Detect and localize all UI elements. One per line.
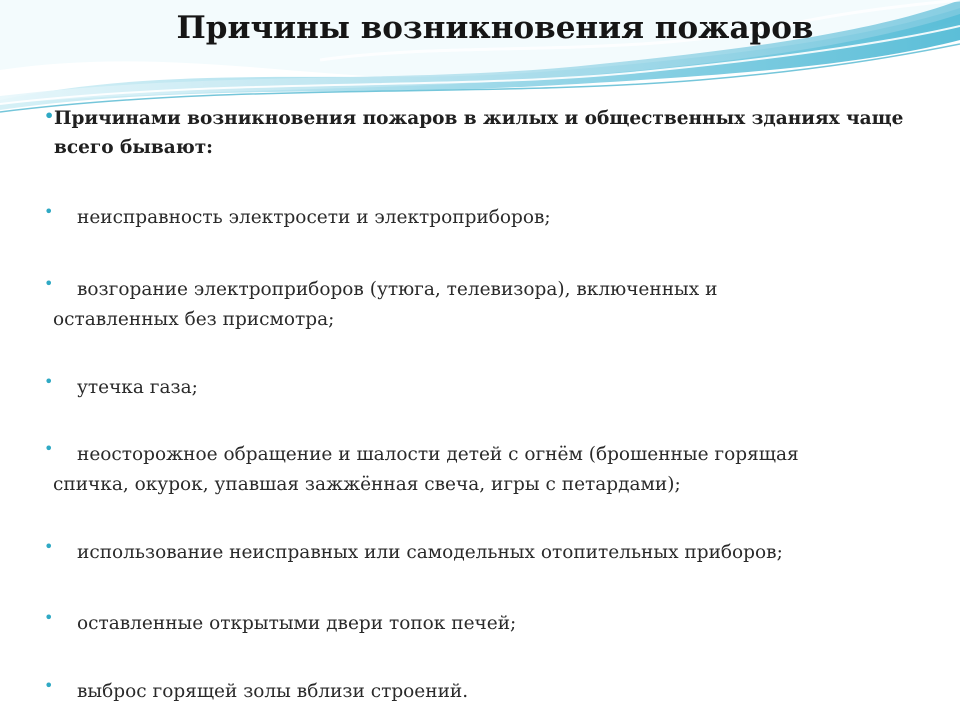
list-item (44, 677, 468, 707)
bullet-icon: • (44, 372, 54, 391)
bullet-icon: • (44, 439, 54, 458)
item-line-1: возгорание электроприборов (утюга, телевизора), включенных и (77, 279, 718, 300)
bullet-icon: • (44, 676, 54, 695)
intro-text: Причинами возникновения пожаров в жилых и общественных зданиях чаще всего бывают: (54, 108, 904, 158)
bullet-icon: • (44, 537, 54, 556)
item-line-1: неисправность электросети и электроприборов; (77, 207, 551, 228)
item-line-1: выброс горящей золы вблизи строений. (77, 681, 469, 702)
bullet-icon: • (44, 274, 54, 293)
item-line-2: оставленных без присмотра; (53, 309, 335, 330)
list-item (44, 609, 516, 639)
list-item (44, 275, 717, 335)
item-line-1: неосторожное обращение и шалости детей с огнём (брошенные горящая (77, 444, 799, 465)
item-line-1: утечка газа; (77, 377, 198, 398)
item-line-2: спичка, окурок, упавшая зажжённая свеча, игры с петардами); (53, 474, 681, 495)
list-item (44, 203, 551, 233)
slide-title: Причины возникновения пожаров (176, 10, 814, 46)
list-item (44, 538, 783, 568)
list-item (44, 440, 799, 500)
item-line-1: оставленные открытыми двери топок печей; (77, 613, 517, 634)
intro-paragraph (44, 104, 944, 162)
list-item (44, 373, 198, 403)
bullet-icon: • (44, 202, 54, 221)
item-line-1: использование неисправных или самодельных отопительных приборов; (77, 542, 783, 563)
content-body (44, 104, 944, 702)
bullet-icon: • (44, 106, 55, 125)
bullet-icon: • (44, 608, 54, 627)
